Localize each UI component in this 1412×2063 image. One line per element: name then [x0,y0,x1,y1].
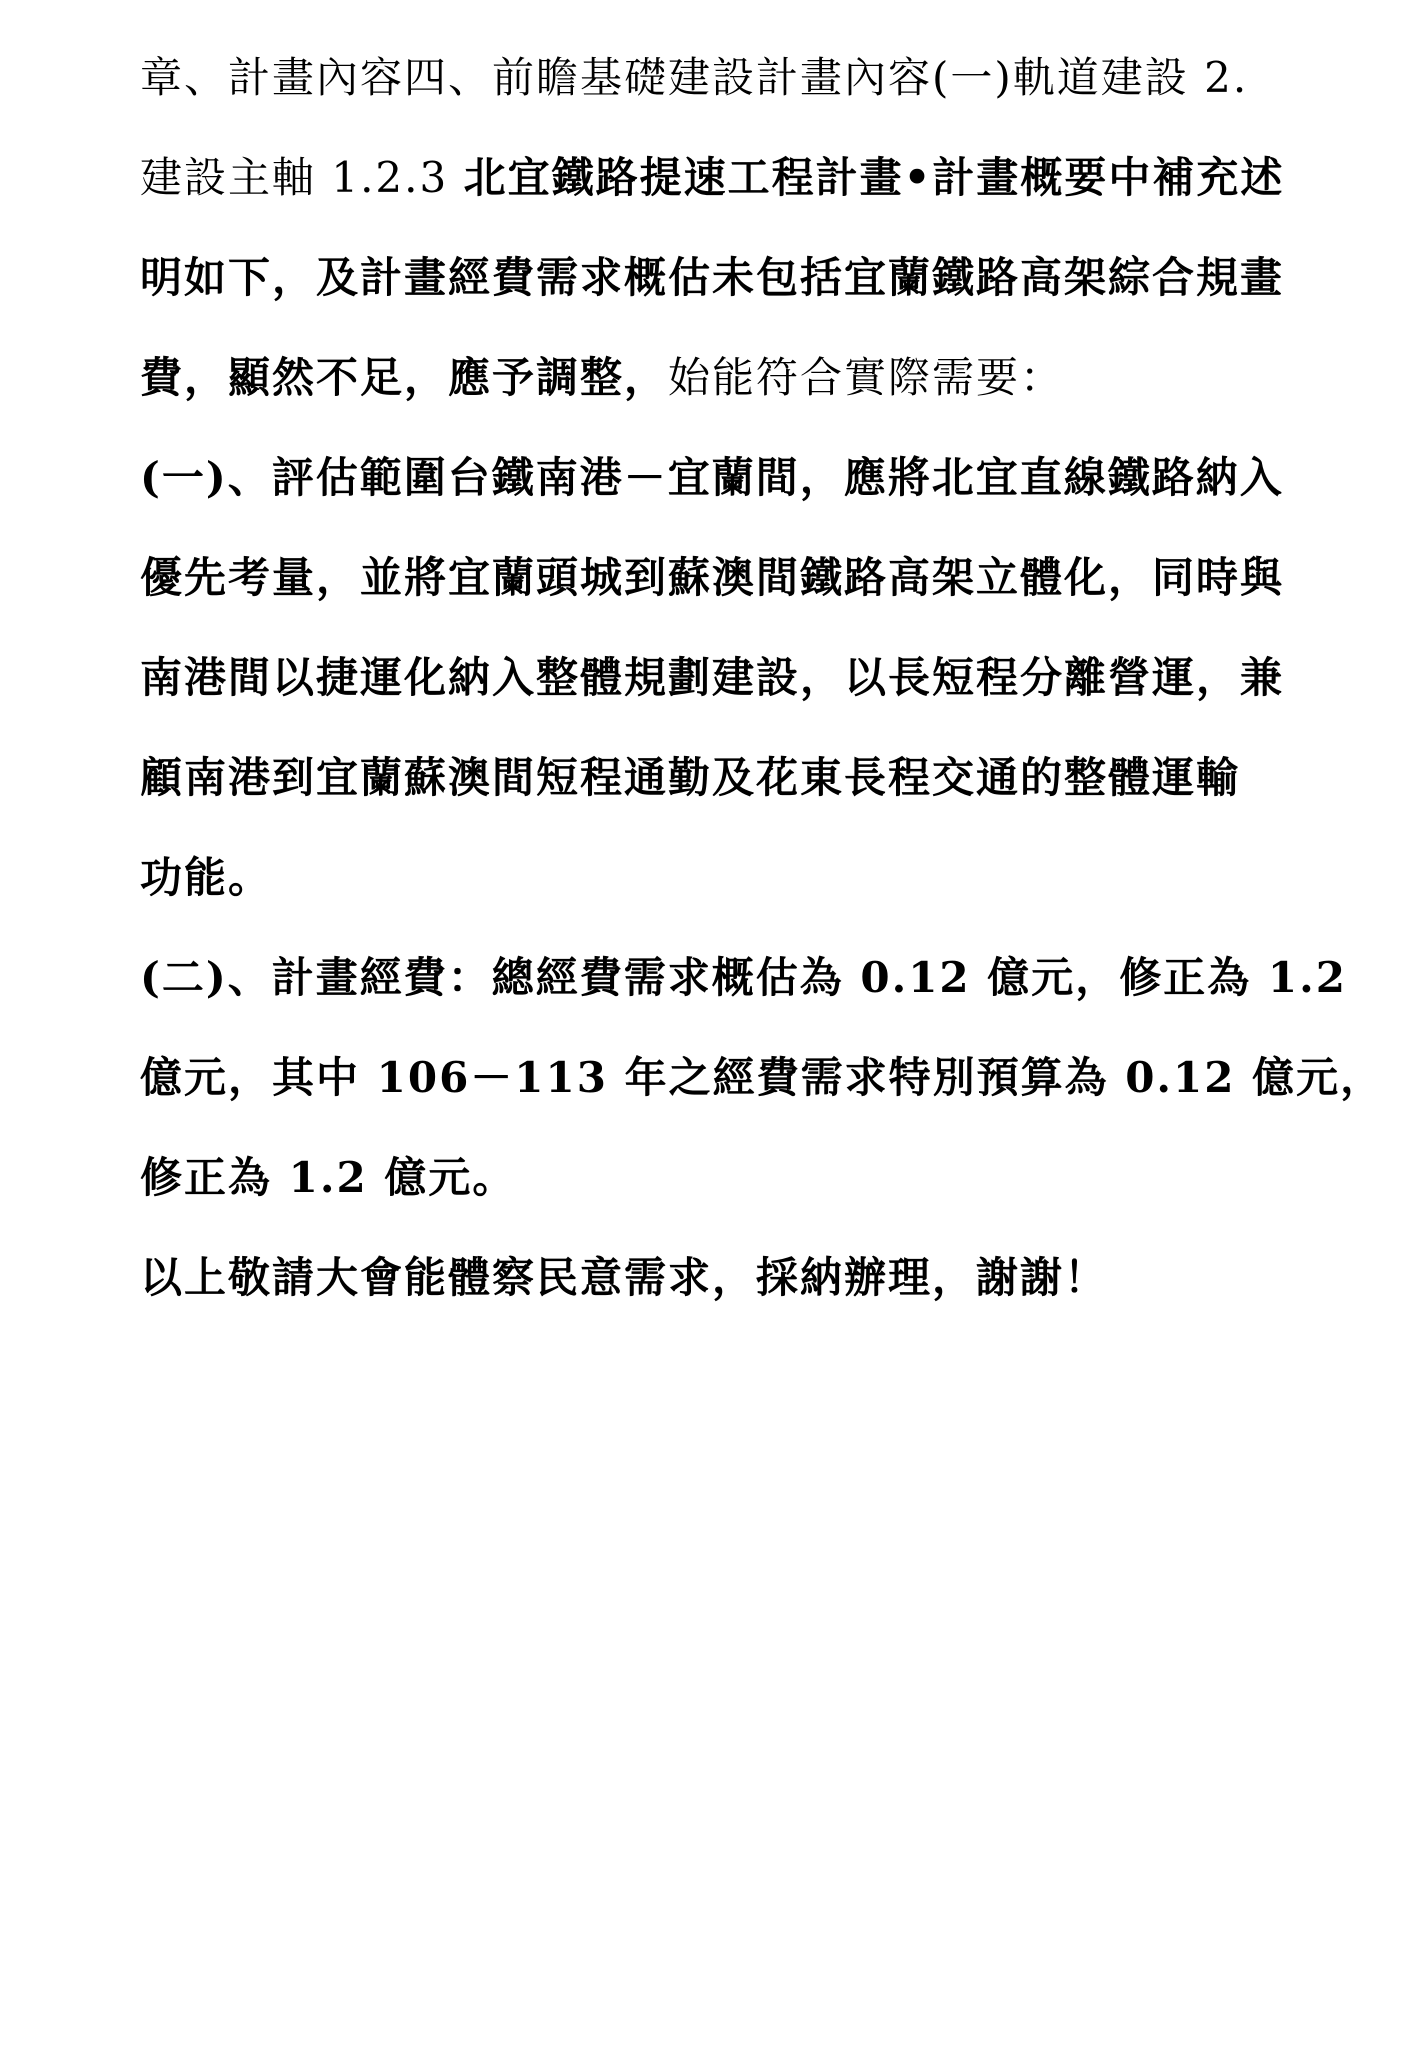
text-line-2-part-1: 建設主軸 1.2.3 [140,153,464,202]
item-1-line-1: (一)、評估範圍台鐵南港－宜蘭間，應將北宜直線鐵路納入 [140,453,1284,502]
text-line-4-part-2: 始能符合實際需要： [668,353,1065,402]
item-2-line-2: 億元，其中 106－113 年之經費需求特別預算為 0.12 億元， [140,1053,1385,1102]
item-2-line-3: 修正為 1.2 億元。 [140,1153,517,1202]
text-line-4-part-1: 費，顯然不足，應予調整， [140,353,669,402]
text-line-4 [140,352,1300,404]
text-line-2 [140,152,1300,204]
text-line-1: 章、計畫內容四、前瞻基礎建設計畫內容(一)軌道建設 2. [140,53,1249,102]
item-1-line-4: 顧南港到宜蘭蘇澳間短程通勤及花東長程交通的整體運輸 [140,753,1241,802]
text-line-2-part-2: 北宜鐵路提速工程計畫•計畫概要中補充述 [463,153,1285,202]
item-1-line-2: 優先考量，並將宜蘭頭城到蘇澳間鐵路高架立體化，同時與 [140,553,1285,602]
closing-line: 以上敬請大會能體察民意需求，採納辦理，謝謝！ [140,1253,1109,1302]
text-line-3: 明如下，及計畫經費需求概估未包括宜蘭鐵路高架綜合規畫 [140,253,1285,302]
item-2-line-1: (二)、計畫經費：總經費需求概估為 0.12 億元，修正為 1.2 [140,953,1347,1002]
item-1-line-5: 功能。 [140,853,273,902]
item-1-line-3: 南港間以捷運化納入整體規劃建設，以長短程分離營運，兼 [140,653,1285,702]
